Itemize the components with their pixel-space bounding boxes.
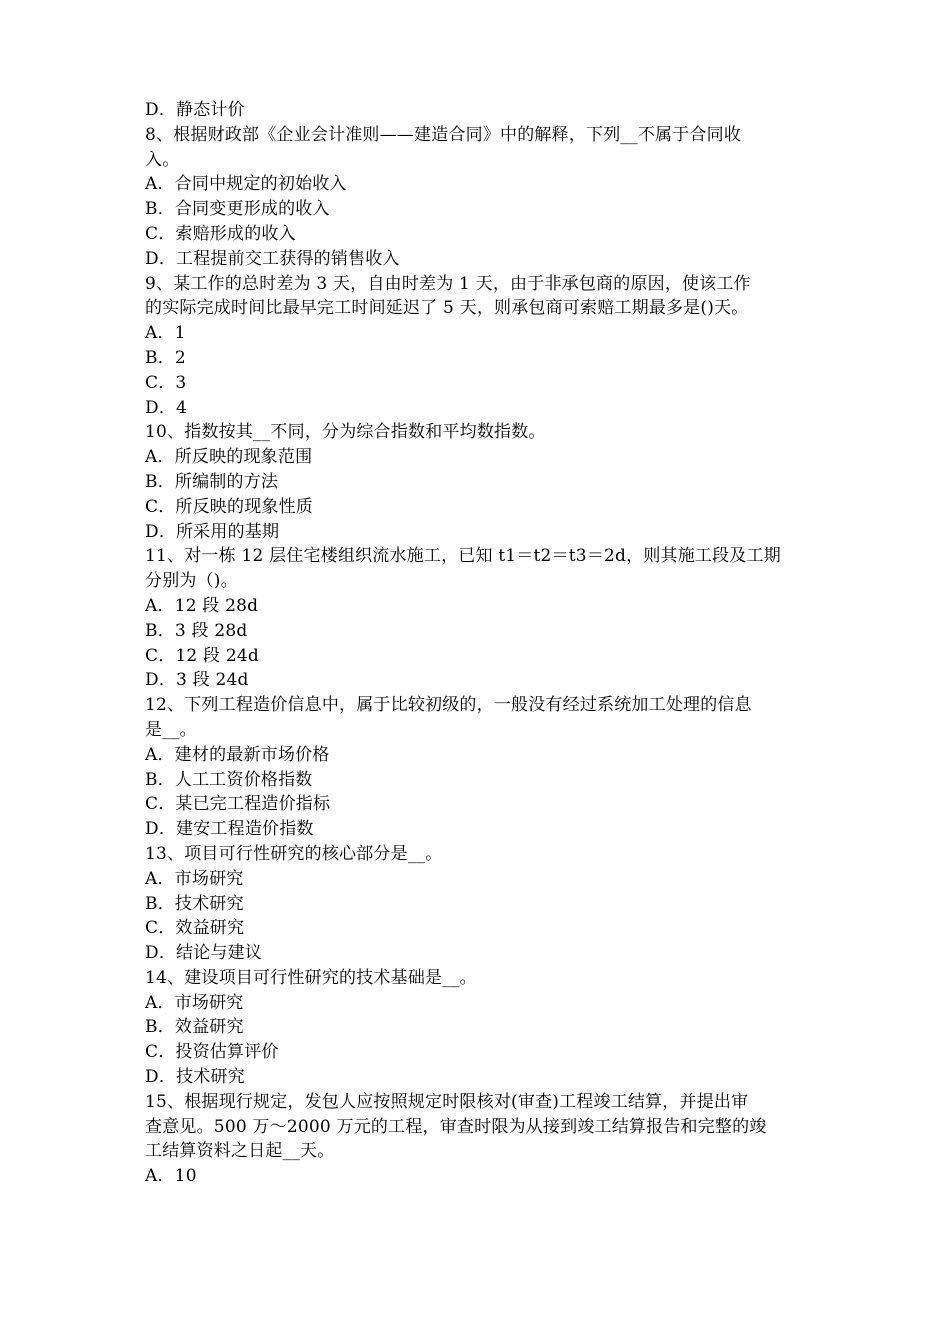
text-line: D．工程提前交工获得的销售收入 <box>145 248 400 269</box>
text-line: B．人工工资价格指数 <box>145 769 313 790</box>
text-line: C．12 段 24d <box>145 645 259 666</box>
text-line: D．3 段 24d <box>145 670 249 691</box>
text-line: 工结算资料之日起__天。 <box>145 1141 335 1162</box>
text-line: 11、对一栋 12 层住宅楼组织流水施工，已知 t1＝t2＝t3＝2d，则其施工段及工期 <box>145 546 781 567</box>
text-line: 查意见。500 万～2000 万元的工程，审查时限为从接到竣工结算报告和完整的竣 <box>145 1116 767 1137</box>
text-line: C．效益研究 <box>145 918 245 939</box>
text-line: C．某已完工程造价指标 <box>145 794 331 815</box>
text-line: A．1 <box>145 323 186 344</box>
text-line: A．10 <box>145 1166 197 1187</box>
text-line: A．12 段 28d <box>145 595 259 616</box>
text-line: D．4 <box>145 397 188 418</box>
document-page <box>145 98 810 1189</box>
text-line: A．所反映的现象范围 <box>145 447 313 468</box>
text-line: C．3 <box>145 372 187 393</box>
text-line: C．索赔形成的收入 <box>145 223 296 244</box>
text-line: 是__。 <box>145 719 197 740</box>
text-line: B．效益研究 <box>145 1017 244 1038</box>
text-line: 10、指数按其__不同，分为综合指数和平均数指数。 <box>145 422 546 443</box>
text-line: 入。 <box>145 149 180 170</box>
text-line: 15、根据现行规定，发包人应按照规定时限核对(审查)工程竣工结算，并提出审 <box>145 1091 749 1112</box>
text-line: 的实际完成时间比最早完工时间延迟了 5 天，则承包商可索赔工期最多是()天。 <box>145 298 749 319</box>
text-line: B．技术研究 <box>145 893 244 914</box>
text-line: A．市场研究 <box>145 992 244 1013</box>
text-line: B．合同变更形成的收入 <box>145 199 330 220</box>
text-line: B．2 <box>145 347 186 368</box>
text-line: 12、下列工程造价信息中，属于比较初级的，一般没有经过系统加工处理的信息 <box>145 695 752 716</box>
text-line: B．3 段 28d <box>145 620 248 641</box>
text-line: C．所反映的现象性质 <box>145 496 314 517</box>
text-line: D．结论与建议 <box>145 943 263 964</box>
text-line: D．技术研究 <box>145 1067 245 1088</box>
text-line: C．投资估算评价 <box>145 1042 279 1063</box>
text-line: A．合同中规定的初始收入 <box>145 174 347 195</box>
text-line: 分别为（)。 <box>145 571 238 592</box>
text-line: D．静态计价 <box>145 100 245 120</box>
text-line: 8、根据财政部《企业会计准则——建造合同》中的解释，下列__不属于合同收 <box>145 124 742 145</box>
text-line: A．建材的最新市场价格 <box>145 744 330 765</box>
text-line: 14、建设项目可行性研究的技术基础是__。 <box>145 967 477 988</box>
text-line: D．所采用的基期 <box>145 521 280 542</box>
text-line: B．所编制的方法 <box>145 471 279 492</box>
text-line: 13、项目可行性研究的核心部分是__。 <box>145 843 443 864</box>
text-line: A．市场研究 <box>145 868 244 889</box>
text-line: 9、某工作的总时差为 3 天，自由时差为 1 天，由于非承包商的原因，使该工作 <box>145 273 751 294</box>
text-line: D．建安工程造价指数 <box>145 819 314 840</box>
